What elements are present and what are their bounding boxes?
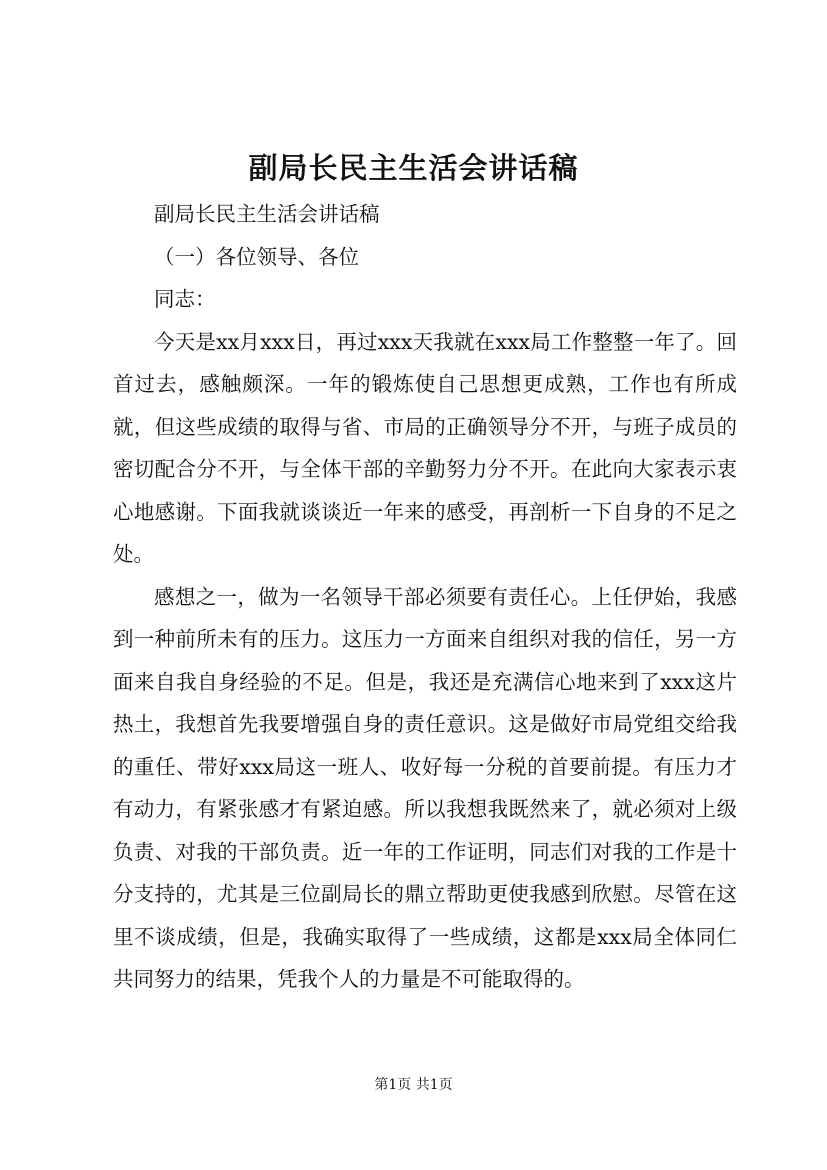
page-footer: 第1页 共1页	[374, 1077, 453, 1093]
paragraph-salutation-1: （一）各位领导、各位	[154, 244, 359, 269]
paragraph-subtitle: 副局长民主生活会讲话稿	[154, 202, 380, 226]
paragraph-intro: 今天是xx月xxx日，再过xxx天我就在xxx局工作整整一年了。回首过去，感触颇深。一年的锻炼使自己思想更成熟，工作也有所成就，但这些成绩的取得与省、市局的正确领导分不开，与班子成员的密切配合分不开，与全体干部的辛勤努力分不开。在此向大家表示衷心地感谢。下面我就谈谈近一年来的感受，再剖析一下自身的不足之处。	[113, 329, 737, 566]
paragraph-reflection-1: 感想之一，做为一名领导干部必须要有责任心。上任伊始，我感到一种前所未有的压力。这压力一方面来自组织对我的信任，另一方面来自我自身经验的不足。但是，我还是充满信心地来到了xxx这片热土，我想首先我要增强自身的责任意识。这是做好市局党组交给我的重任、带好xxx局这一班人、收好每一分税的首要前提。有压力才有动力，有紧张感才有紧迫感。所以我想我既然来了，就必须对上级负责、对我的干部负责。近一年的工作证明，同志们对我的工作是十分支持的，尤其是三位副局长的鼎立帮助更使我感到欣慰。尽管在这里不谈成绩，但是，我确实取得了一些成绩，这都是xxx局全体同仁共同努力的结果，凭我个人的力量是不可能取得的。	[113, 584, 737, 991]
document-body	[113, 193, 737, 1001]
paragraph-salutation-2: 同志：	[154, 287, 216, 311]
document-title: 副局长民主生活会讲话稿	[248, 151, 579, 185]
